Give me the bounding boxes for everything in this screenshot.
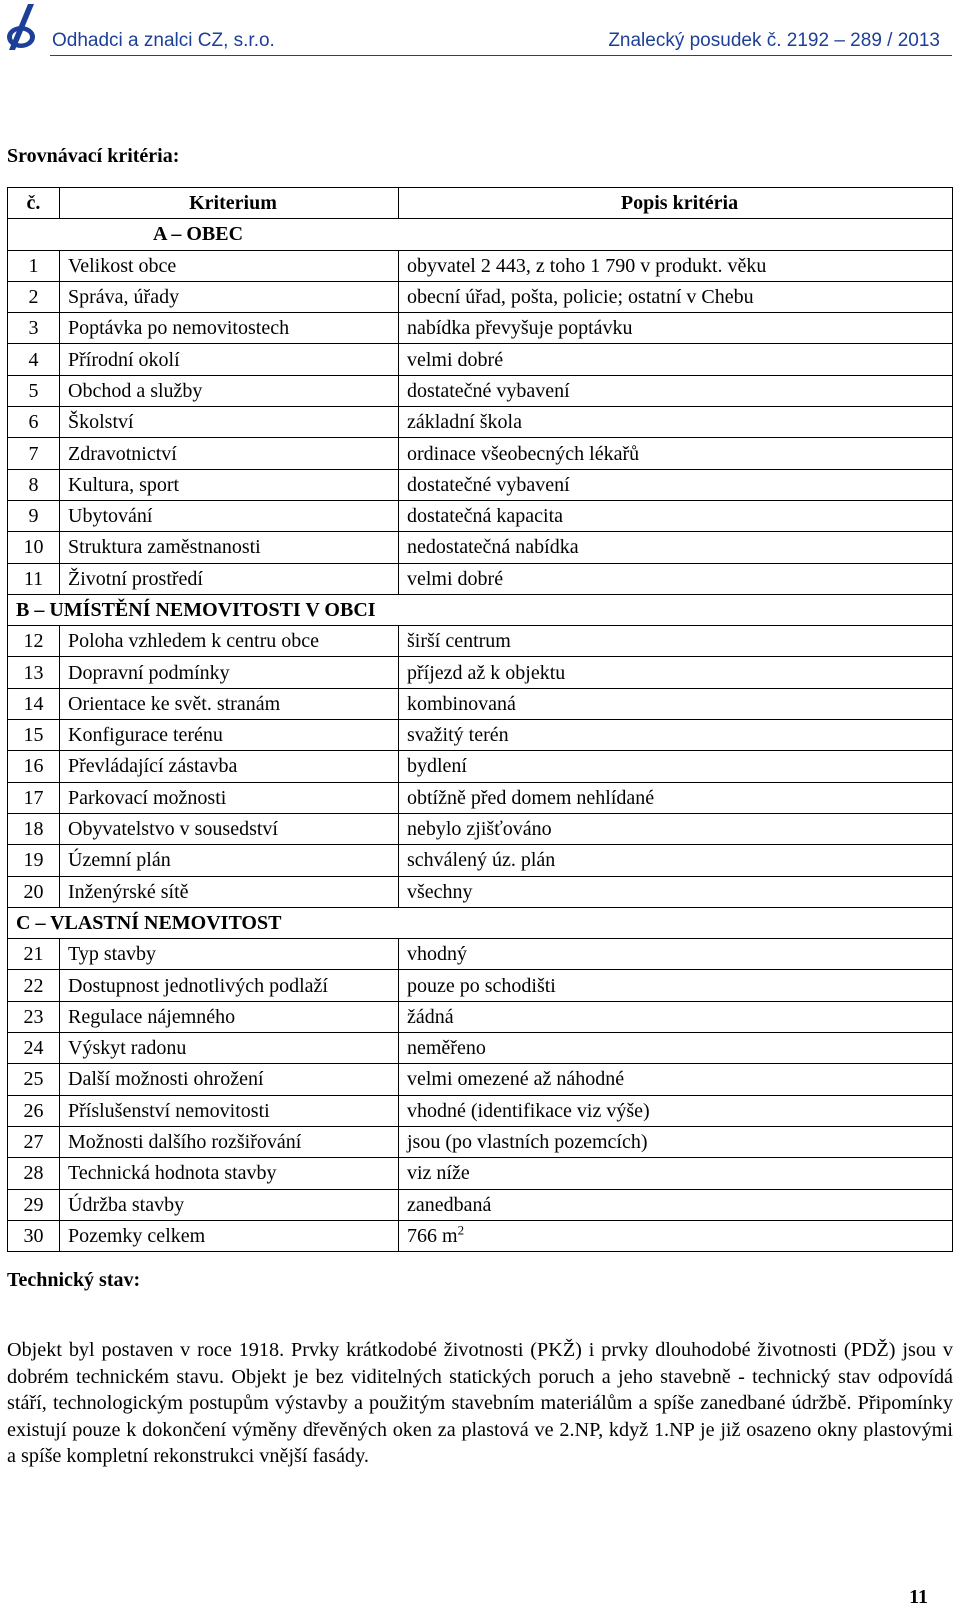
row-description: nabídka převyšuje poptávku <box>399 313 953 344</box>
row-criterion: Typ stavby <box>60 939 399 970</box>
column-header-criterion: Kriterium <box>60 188 399 219</box>
row-number: 2 <box>8 281 60 312</box>
header-divider <box>50 55 952 56</box>
row-description: viz níže <box>399 1158 953 1189</box>
row-description: jsou (po vlastních pozemcích) <box>399 1126 953 1157</box>
row-number: 5 <box>8 375 60 406</box>
row-number: 1 <box>8 250 60 281</box>
row-description <box>399 1220 953 1251</box>
row-number: 4 <box>8 344 60 375</box>
criteria-table <box>7 187 953 1252</box>
table-row <box>8 532 953 563</box>
row-description: vhodné (identifikace viz výše) <box>399 1095 953 1126</box>
row-number: 10 <box>8 532 60 563</box>
row-description: dostatečná kapacita <box>399 500 953 531</box>
row-criterion: Možnosti dalšího rozšiřování <box>60 1126 399 1157</box>
unit-superscript: 2 <box>457 1222 465 1238</box>
technical-paragraph: Objekt byl postaven v roce 1918. Prvky krátkodobé životnosti (PKŽ) i prvky dlouhodobé životnosti (PDŽ) jsou v dobrém technickém stavu. Objekt je bez viditelných statických poruch a jeho stavebně - technický stav odpovídá stáří, technologickým postupům výstavby a použitým stavebním materiálům a spíše zanedbané údržbě. Připomínky existují pouze k dokončení výměny dřevěných oken za plastová ve 2.NP, když 1.NP je již osazeno okny plastovými a spíše kompletní rekonstrukci vnější fasády. <box>7 1339 953 1467</box>
row-number: 23 <box>8 1001 60 1032</box>
row-description: velmi omezené až náhodné <box>399 1064 953 1095</box>
table-row <box>8 1158 953 1189</box>
row-criterion: Poptávka po nemovitostech <box>60 313 399 344</box>
row-number: 25 <box>8 1064 60 1095</box>
row-number: 19 <box>8 845 60 876</box>
technical-section-title: Technický stav: <box>7 1269 141 1291</box>
row-number: 6 <box>8 407 60 438</box>
row-criterion: Struktura zaměstnanosti <box>60 532 399 563</box>
table-group-row <box>8 219 953 250</box>
row-criterion: Inženýrské sítě <box>60 876 399 907</box>
row-description: velmi dobré <box>399 344 953 375</box>
group-title: A – OBEC <box>8 219 953 250</box>
row-number: 3 <box>8 313 60 344</box>
table-row <box>8 845 953 876</box>
row-number: 26 <box>8 1095 60 1126</box>
table-row <box>8 375 953 406</box>
row-criterion: Údržba stavby <box>60 1189 399 1220</box>
company-logo-icon <box>4 2 38 52</box>
table-row <box>8 813 953 844</box>
table-header-row <box>8 188 953 219</box>
row-number: 11 <box>8 563 60 594</box>
row-criterion: Parkovací možnosti <box>60 782 399 813</box>
row-description: zanedbaná <box>399 1189 953 1220</box>
row-criterion: Konfigurace terénu <box>60 720 399 751</box>
row-criterion: Dostupnost jednotlivých podlaží <box>60 970 399 1001</box>
table-row <box>8 751 953 782</box>
table-row <box>8 250 953 281</box>
row-description: obyvatel 2 443, z toho 1 790 v produkt. věku <box>399 250 953 281</box>
row-criterion: Další možnosti ohrožení <box>60 1064 399 1095</box>
table-row <box>8 1001 953 1032</box>
row-criterion: Orientace ke svět. stranám <box>60 688 399 719</box>
row-criterion: Obchod a služby <box>60 375 399 406</box>
row-criterion: Příslušenství nemovitosti <box>60 1095 399 1126</box>
table-row <box>8 970 953 1001</box>
row-description: všechny <box>399 876 953 907</box>
row-criterion: Dopravní podmínky <box>60 657 399 688</box>
row-number: 28 <box>8 1158 60 1189</box>
table-row <box>8 1189 953 1220</box>
row-description: obecní úřad, pošta, policie; ostatní v Chebu <box>399 281 953 312</box>
table-row <box>8 1126 953 1157</box>
row-number: 18 <box>8 813 60 844</box>
row-description: schválený úz. plán <box>399 845 953 876</box>
page-number: 11 <box>909 1586 928 1608</box>
row-description: nedostatečná nabídka <box>399 532 953 563</box>
row-number: 7 <box>8 438 60 469</box>
report-number: Znalecký posudek č. 2192 – 289 / 2013 <box>608 30 940 51</box>
row-description: dostatečné vybavení <box>399 469 953 500</box>
row-criterion: Přírodní okolí <box>60 344 399 375</box>
row-number: 27 <box>8 1126 60 1157</box>
row-description: svažitý terén <box>399 720 953 751</box>
table-row <box>8 1095 953 1126</box>
table-row <box>8 657 953 688</box>
row-description: obtížně před domem nehlídané <box>399 782 953 813</box>
row-number: 14 <box>8 688 60 719</box>
table-row <box>8 500 953 531</box>
row-number: 29 <box>8 1189 60 1220</box>
row-number: 24 <box>8 1033 60 1064</box>
row-number: 12 <box>8 626 60 657</box>
row-description: základní škola <box>399 407 953 438</box>
table-row <box>8 626 953 657</box>
table-row <box>8 469 953 500</box>
row-criterion: Poloha vzhledem k centru obce <box>60 626 399 657</box>
row-description: bydlení <box>399 751 953 782</box>
row-criterion: Převládající zástavba <box>60 751 399 782</box>
row-number: 13 <box>8 657 60 688</box>
row-criterion: Výskyt radonu <box>60 1033 399 1064</box>
row-description: příjezd až k objektu <box>399 657 953 688</box>
row-number: 20 <box>8 876 60 907</box>
row-description: dostatečné vybavení <box>399 375 953 406</box>
table-row <box>8 1033 953 1064</box>
row-number: 17 <box>8 782 60 813</box>
row-description: nebylo zjišťováno <box>399 813 953 844</box>
column-header-number: č. <box>8 188 60 219</box>
row-description: kombinovaná <box>399 688 953 719</box>
row-number: 15 <box>8 720 60 751</box>
row-description: ordinace všeobecných lékařů <box>399 438 953 469</box>
row-criterion: Pozemky celkem <box>60 1220 399 1251</box>
row-criterion: Regulace nájemného <box>60 1001 399 1032</box>
row-criterion: Ubytování <box>60 500 399 531</box>
table-row <box>8 782 953 813</box>
row-description-text: 766 m <box>407 1224 458 1247</box>
table-row <box>8 720 953 751</box>
row-criterion: Kultura, sport <box>60 469 399 500</box>
row-criterion: Technická hodnota stavby <box>60 1158 399 1189</box>
table-row <box>8 281 953 312</box>
row-criterion: Obyvatelstvo v sousedství <box>60 813 399 844</box>
table-row <box>8 407 953 438</box>
table-row <box>8 438 953 469</box>
company-name: Odhadci a znalci CZ, s.r.o. <box>52 30 275 51</box>
row-number: 22 <box>8 970 60 1001</box>
row-criterion: Školství <box>60 407 399 438</box>
table-row <box>8 344 953 375</box>
group-title: B – UMÍSTĚNÍ NEMOVITOSTI V OBCI <box>8 594 399 625</box>
table-group-row <box>8 907 953 938</box>
row-description: velmi dobré <box>399 563 953 594</box>
table-group-row <box>8 594 953 625</box>
row-description: pouze po schodišti <box>399 970 953 1001</box>
row-description: širší centrum <box>399 626 953 657</box>
row-criterion: Územní plán <box>60 845 399 876</box>
row-criterion: Velikost obce <box>60 250 399 281</box>
row-description: neměřeno <box>399 1033 953 1064</box>
row-number: 21 <box>8 939 60 970</box>
criteria-section-title: Srovnávací kritéria: <box>7 145 180 167</box>
table-row <box>8 688 953 719</box>
group-title: C – VLASTNÍ NEMOVITOST <box>8 907 399 938</box>
table-row <box>8 563 953 594</box>
table-row <box>8 939 953 970</box>
table-row <box>8 876 953 907</box>
row-criterion: Zdravotnictví <box>60 438 399 469</box>
row-criterion: Životní prostředí <box>60 563 399 594</box>
table-row <box>8 1220 953 1251</box>
column-header-description: Popis kritéria <box>399 188 953 219</box>
row-description: žádná <box>399 1001 953 1032</box>
group-title-spacer <box>399 907 953 938</box>
row-number: 30 <box>8 1220 60 1251</box>
page-header <box>0 0 960 56</box>
table-row <box>8 313 953 344</box>
row-number: 8 <box>8 469 60 500</box>
row-description: vhodný <box>399 939 953 970</box>
group-title-spacer <box>399 594 953 625</box>
row-number: 16 <box>8 751 60 782</box>
row-number: 9 <box>8 500 60 531</box>
table-row <box>8 1064 953 1095</box>
row-criterion: Správa, úřady <box>60 281 399 312</box>
